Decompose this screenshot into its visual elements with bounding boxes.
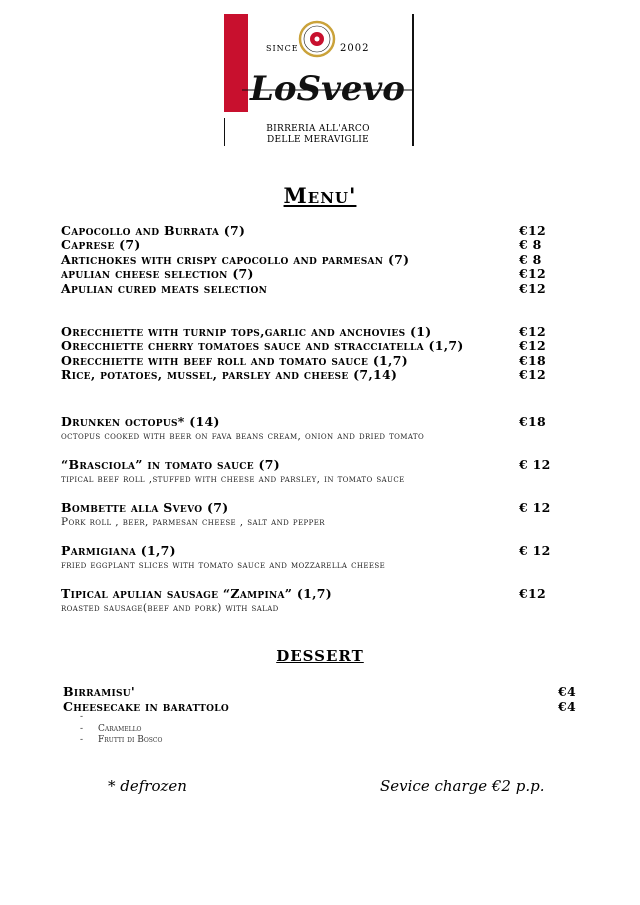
item-name: Orecchiette with beef roll and tomato sauce (1,7)	[61, 353, 408, 368]
menu-item	[61, 281, 551, 296]
item-name: Capocollo and Burrata (7)	[61, 223, 246, 238]
item-price: €12	[519, 266, 546, 281]
menu-item	[61, 353, 551, 368]
item-price: € 12	[519, 543, 551, 558]
item-price: € 12	[519, 457, 551, 472]
menu-item	[61, 457, 551, 472]
menu-item	[61, 338, 551, 353]
item-name: Orecchiette with turnip tops,garlic and anchovies (1)	[61, 324, 432, 339]
item-price: €12	[519, 324, 546, 339]
defrozen-note: * defrozen	[108, 777, 187, 795]
menu-item	[61, 500, 551, 515]
logo-year: 2002	[340, 43, 370, 54]
item-description: octopus cooked with beer on fava beans cream, onion and dried tomato	[61, 430, 425, 442]
logo-since: SINCE	[266, 44, 299, 53]
item-description: tipical beef roll ,stuffed with cheese and parsley, in tomato sauce	[61, 473, 405, 485]
menu-item	[61, 252, 551, 267]
restaurant-logo	[224, 14, 416, 146]
logo-wordmark-text: LoSvevo	[250, 69, 405, 109]
item-name: Rice, potatoes, mussel, parsley and cheese (7,14)	[61, 367, 398, 382]
item-name: Bombette alla Svevo (7)	[61, 500, 229, 515]
item-name: Orecchiette cherry tomatoes sauce and stracciatella (1,7)	[61, 338, 464, 353]
item-price: €12	[519, 223, 546, 238]
item-name: Tipical apulian sausage “Zampina” (1,7)	[61, 586, 332, 601]
item-price: €18	[519, 414, 546, 429]
item-name: Apulian cured meats selection	[61, 281, 268, 296]
item-price: €12	[519, 586, 546, 601]
item-name: Drunken octopus* (14)	[61, 414, 220, 429]
cheesecake-option: - Caramello	[80, 724, 142, 734]
logo-seal-icon	[298, 20, 336, 58]
option-bullet: -	[80, 712, 84, 722]
logo-tagline-1: BIRRERIA ALL'ARCO	[266, 124, 370, 134]
item-name: “Brasciola” in tomato sauce (7)	[61, 457, 280, 472]
item-price: €12	[519, 367, 546, 382]
menu-item	[61, 324, 551, 339]
dessert-title: DESSERT	[276, 647, 364, 665]
menu-title: Menu'	[283, 183, 357, 208]
menu-item	[61, 223, 551, 238]
item-description: fried eggplant slices with tomato sauce and mozzarella cheese	[61, 559, 386, 571]
item-price: € 8	[519, 252, 542, 267]
item-name: Birramisu'	[63, 684, 136, 699]
item-price: €4	[558, 684, 576, 699]
service-charge-note: Sevice charge €2 p.p.	[380, 777, 545, 795]
dessert-item	[63, 684, 583, 699]
menu-item	[61, 414, 551, 429]
option-label: Caramello	[98, 724, 142, 734]
option-label: Frutti di Bosco	[98, 735, 163, 745]
menu-item	[61, 237, 551, 252]
menu-item	[61, 586, 551, 601]
item-price: €18	[519, 353, 546, 368]
item-name: Cheesecake in barattolo	[63, 699, 230, 714]
item-name: Caprese (7)	[61, 237, 141, 252]
item-name: Parmigiana (1,7)	[61, 543, 176, 558]
item-price: €12	[519, 338, 546, 353]
logo-tagline-2: DELLE MERAVIGLIE	[267, 135, 369, 145]
menu-item	[61, 543, 551, 558]
item-price: €12	[519, 281, 546, 296]
logo-wordmark	[242, 60, 414, 116]
menu-item	[61, 266, 551, 281]
cheesecake-option: - Frutti di Bosco	[80, 735, 163, 745]
item-description: roasted sausage(beef and pork) with salad	[61, 602, 279, 614]
item-description: Pork roll , beer, parmesan cheese , salt and pepper	[61, 516, 325, 528]
dessert-item	[63, 699, 583, 714]
item-price: €4	[558, 699, 576, 714]
item-price: € 8	[519, 237, 542, 252]
item-name: Artichokes with crispy capocollo and parmesan (7)	[61, 252, 410, 267]
item-name: apulian cheese selection (7)	[61, 266, 254, 281]
item-price: € 12	[519, 500, 551, 515]
menu-item	[61, 367, 551, 382]
